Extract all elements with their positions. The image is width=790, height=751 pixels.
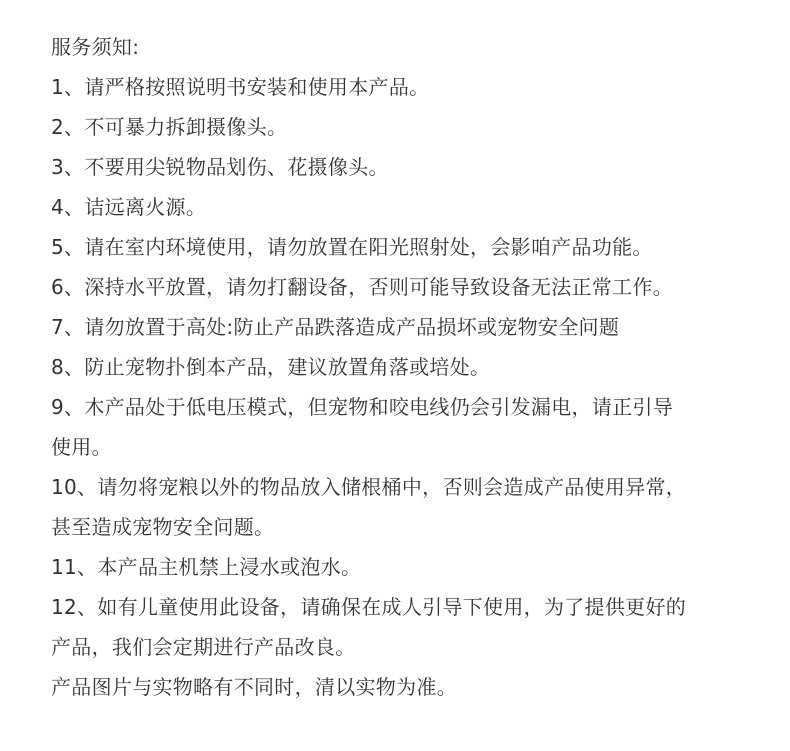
notice-item-2: 2、不可暴力拆卸摄像头。 [51,115,288,139]
notice-item-3: 3、不要用尖锐物品划伤、花摄像头。 [51,155,389,179]
notice-item-6: 6、深持水平放置，请勿打翻设备，否则可能导致设备无法正常工作。 [51,275,674,299]
notice-item-5: 5、请在室内环境使用，请勿放置在阳光照射处，会影咱产品功能。 [51,235,653,259]
notice-item-8: 8、防止宠物扑倒本产品，建议放置角落或培处。 [51,355,491,379]
service-notice [51,27,741,707]
notice-item-10-continued: 甚至造成宠物安全问题。 [51,515,275,539]
notice-item-11: 11、本产品主机禁上浸水或泡水。 [51,555,362,579]
notice-item-7: 7、请勿放置于高处:防止产品跌落造成产品损坏或宠物安全问题 [51,315,620,339]
notice-item-12-continued: 产品，我们会定期进行产品改良。 [51,635,356,659]
notice-footer: 产品图片与实物略有不同时，清以实物为准。 [51,675,457,699]
notice-item-4: 4、诘远离火源。 [51,195,207,219]
notice-item-9-continued: 使用。 [51,435,112,459]
notice-item-10: 10、请勿将宠粮以外的物品放入储根桶中，否则会造成产品使用异常， [51,475,687,499]
notice-item-9: 9、木产品处于低电压模式，但宠物和咬电线仍会引发漏电，请正引导 [51,395,674,419]
notice-item-12: 12、如有儿童使用此设备，请确保在成人引导下使用，为了提供更好的 [51,595,687,619]
notice-title: 服务须知: [51,35,140,59]
notice-item-1: 1、请严格按照说明书安装和使用本产品。 [51,75,430,99]
